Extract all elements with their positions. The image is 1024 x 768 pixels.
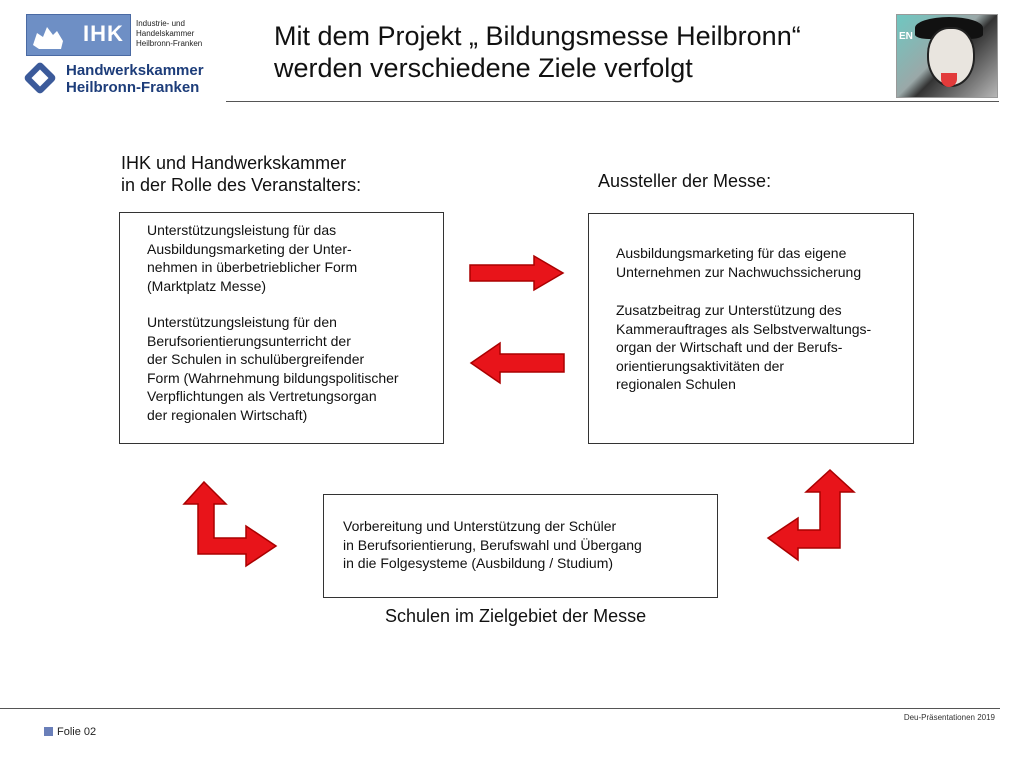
slide-title-line1: Mit dem Projekt „ Bildungsmesse Heilbronn“ bbox=[274, 21, 801, 51]
ihk-logo-letters: IHK bbox=[83, 21, 124, 46]
footer-label: Deu-Präsentationen 2019 bbox=[903, 713, 995, 722]
organizer-heading-line2: in der Rolle des Veranstalters: bbox=[121, 175, 362, 195]
slide-number: Folie 02 bbox=[57, 726, 97, 738]
arrow-left-icon bbox=[468, 341, 566, 385]
organizer-text-1: Unterstützungsleistung für das Ausbildungsmarketing der Unter- nehmen in überbetrieblicher Form (Marktplatz Messe) bbox=[147, 222, 358, 294]
hwk-logo-text bbox=[66, 62, 204, 96]
schools-box bbox=[323, 494, 718, 598]
hwk-logo bbox=[26, 62, 226, 98]
exhibitor-text-2: Zusatzbeitrag zur Unterstützung des Kammerauftrages als Selbstverwaltungs- organ der Wirtschaft und der Berufs- orientierungsaktivitäten der regionalen Schulen bbox=[616, 302, 872, 392]
ihk-logo-line2: Heilbronn-Franken bbox=[136, 39, 203, 48]
ihk-emblem-icon bbox=[27, 15, 77, 57]
footer-divider bbox=[0, 708, 1000, 709]
organizer-box bbox=[119, 212, 444, 444]
header-image bbox=[896, 14, 998, 98]
exhibitor-box bbox=[588, 213, 914, 444]
organizer-heading-line1: IHK und Handwerkskammer bbox=[121, 153, 347, 173]
ihk-logo bbox=[26, 14, 226, 56]
exhibitor-text-1: Ausbildungsmarketing für das eigene Unternehmen zur Nachwuchssicherung bbox=[616, 245, 862, 280]
arrow-right-icon bbox=[468, 254, 566, 292]
arrow-left-up-bend-icon bbox=[766, 468, 858, 564]
header-image-label: EN bbox=[899, 31, 913, 42]
hwk-logo-line1: Handwerkskammer bbox=[66, 62, 204, 79]
hwk-logo-line2: Heilbronn-Franken bbox=[66, 79, 200, 96]
slide-number-marker-icon bbox=[44, 727, 53, 736]
arrow-up-right-bend-icon bbox=[180, 480, 280, 570]
exhibitor-heading: Aussteller der Messe: bbox=[598, 171, 772, 191]
organizer-heading bbox=[121, 152, 421, 196]
title-divider bbox=[226, 101, 999, 102]
schools-caption: Schulen im Zielgebiet der Messe bbox=[385, 606, 647, 626]
slide-title-line2: werden verschiedene Ziele verfolgt bbox=[274, 53, 693, 83]
schools-text: Vorbereitung und Unterstützung der Schüler in Berufsorientierung, Berufswahl und Übergang in die Folgesysteme (Ausbildung / Studium) bbox=[343, 518, 642, 571]
ihk-logo-mark bbox=[26, 14, 131, 56]
ihk-logo-text bbox=[136, 19, 226, 49]
organizer-text-2: Unterstützungsleistung für den Berufsorientierungsunterricht der der Schulen in schulübergreifender Form (Wahrnehmung bildungspolitischer Verpflichtungen als Vertretungsorgan der regionalen Wirtschaft) bbox=[147, 314, 399, 423]
slide-title bbox=[274, 20, 874, 84]
ihk-logo-line1: Industrie- und Handelskammer bbox=[136, 19, 195, 38]
